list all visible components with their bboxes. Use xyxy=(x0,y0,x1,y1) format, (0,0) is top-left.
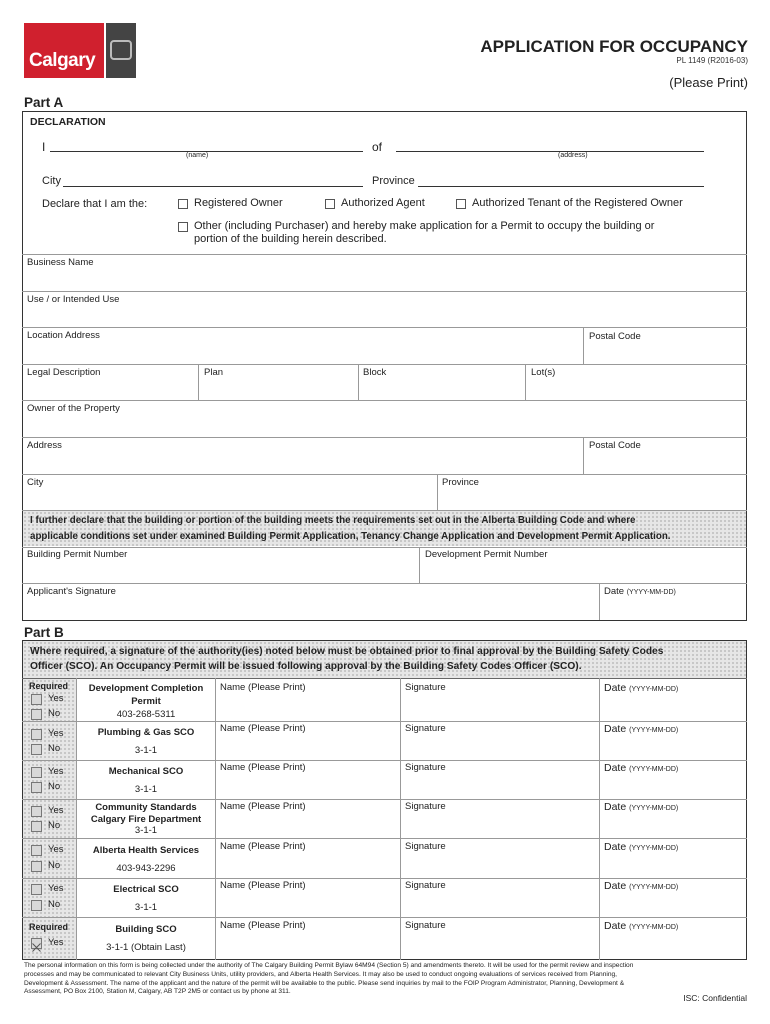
divider xyxy=(22,678,747,679)
yes-checkbox[interactable] xyxy=(31,845,42,856)
signature-field[interactable]: Signature xyxy=(405,880,446,891)
divider xyxy=(583,437,584,474)
name-field[interactable]: Name (Please Print) xyxy=(220,920,306,931)
privacy-notice xyxy=(24,962,724,997)
please-print: (Please Print) xyxy=(669,75,748,90)
divider xyxy=(22,474,747,475)
use-field[interactable]: Use / or Intended Use xyxy=(27,294,120,305)
signature-field[interactable]: Signature xyxy=(405,762,446,773)
yes-checkbox[interactable] xyxy=(31,884,42,895)
owner-province-field[interactable]: Province xyxy=(442,477,479,488)
registered-owner-label: Registered Owner xyxy=(194,197,283,209)
calgary-logo xyxy=(24,23,104,78)
date-field[interactable] xyxy=(604,880,678,892)
signature-field[interactable]: Signature xyxy=(405,801,446,812)
date-field[interactable] xyxy=(604,762,678,774)
of-label: of xyxy=(372,140,383,154)
applicant-date-field[interactable] xyxy=(604,586,676,597)
address-input[interactable] xyxy=(396,151,704,152)
yes-label: Yes xyxy=(48,937,64,948)
crest-icon xyxy=(110,40,132,60)
development-permit-field[interactable]: Development Permit Number xyxy=(425,549,548,560)
privacy-line3: Development & Assessment. The name of the applicant and the nature of the permit will be available to the public. Please send inquiries by mail to the FOIP Program Administrator, Planning, Development & xyxy=(24,979,625,987)
yes-label: Yes xyxy=(48,766,64,777)
authority-title: Community Standards xyxy=(95,802,197,813)
name-field[interactable]: Name (Please Print) xyxy=(220,762,306,773)
divider xyxy=(22,799,747,800)
name-caption: (name) xyxy=(186,152,209,159)
authority-title: Development Completion xyxy=(88,683,204,694)
date-format: (YYYY-MM-DD) xyxy=(629,805,679,812)
further-declaration-line1: I further declare that the building or portion of the building meets the requirements set out in the Alberta Building Code and where xyxy=(30,515,636,526)
authorized-agent-checkbox[interactable] xyxy=(325,199,335,209)
authority-phone: 3-1-1 xyxy=(134,784,158,795)
divider xyxy=(22,760,747,761)
required-label: Required xyxy=(29,922,69,932)
part-b-intro-line1: Where required, a signature of the authority(ies) noted below must be obtained prior to final approval by the Building Safety Codes xyxy=(30,646,664,657)
authority-phone: 3-1-1 xyxy=(134,825,158,836)
divider xyxy=(22,400,747,401)
yes-checkbox[interactable] xyxy=(31,729,42,740)
divider xyxy=(22,437,747,438)
no-checkbox[interactable] xyxy=(31,744,42,755)
date-field[interactable] xyxy=(604,920,678,932)
city-input[interactable] xyxy=(63,186,363,187)
authority-title: Plumbing & Gas SCO xyxy=(97,727,195,738)
signature-field[interactable]: Signature xyxy=(405,682,446,693)
i-label: I xyxy=(42,140,46,154)
further-declaration-line2: applicable conditions set under examined Building Permit Application, Tenancy Change Application and Development Permit Application. xyxy=(30,531,671,542)
name-field[interactable]: Name (Please Print) xyxy=(220,880,306,891)
signature-field[interactable]: Signature xyxy=(405,723,446,734)
yes-label: Yes xyxy=(48,844,64,855)
privacy-line4: Assessment, PO Box 2100, Station M, Calgary, AB T2P 2M5 or contact us by phone at 311. xyxy=(24,988,291,996)
authorized-tenant-label: Authorized Tenant of the Registered Owner xyxy=(472,197,683,209)
no-label: No xyxy=(48,708,61,719)
authority-title: Mechanical SCO xyxy=(108,766,184,777)
divider xyxy=(22,721,747,722)
signature-field[interactable]: Signature xyxy=(405,920,446,931)
date-label: Date xyxy=(604,841,627,853)
no-label: No xyxy=(48,820,61,831)
authority-phone: 403-268-5311 xyxy=(116,709,176,720)
no-checkbox[interactable] xyxy=(31,782,42,793)
name-field[interactable]: Name (Please Print) xyxy=(220,801,306,812)
divider xyxy=(437,474,438,510)
date-label: Date xyxy=(604,801,627,813)
authority-phone: 403-943-2296 xyxy=(116,863,176,874)
divider xyxy=(198,364,199,400)
registered-owner-checkbox[interactable] xyxy=(178,199,188,209)
no-checkbox[interactable] xyxy=(31,900,42,911)
applicant-signature-field[interactable]: Applicant's Signature xyxy=(27,586,116,597)
declaration-title: DECLARATION xyxy=(30,116,106,128)
legal-description-field[interactable]: Legal Description xyxy=(27,367,101,378)
divider xyxy=(22,254,747,255)
owner-address-field[interactable]: Address xyxy=(27,440,62,451)
no-label: No xyxy=(48,899,61,910)
yes-checkbox[interactable] xyxy=(31,806,42,817)
city-crest xyxy=(106,23,136,78)
divider xyxy=(419,547,420,583)
form-title: APPLICATION FOR OCCUPANCY xyxy=(480,37,748,56)
part-a-heading: Part A xyxy=(24,95,64,110)
part-b-heading: Part B xyxy=(24,625,64,640)
checked-x-icon xyxy=(32,943,41,952)
no-checkbox[interactable] xyxy=(31,709,42,720)
owner-postal-code-field[interactable]: Postal Code xyxy=(589,440,641,451)
authority-title: Alberta Health Services xyxy=(92,845,200,856)
date-format: (YYYY-MM-DD) xyxy=(629,924,679,931)
date-format: (YYYY-MM-DD) xyxy=(626,589,676,596)
building-permit-field[interactable]: Building Permit Number xyxy=(27,549,128,560)
no-label: No xyxy=(48,860,61,871)
divider xyxy=(22,583,747,584)
date-format: (YYYY-MM-DD) xyxy=(629,686,679,693)
postal-code-field[interactable]: Postal Code xyxy=(589,331,641,342)
required-label: Required xyxy=(29,681,69,691)
date-label: Date xyxy=(604,762,627,774)
part-b-intro-line2: Officer (SCO). An Occupancy Permit will be issued following approval by the Building Safety Codes Officer (SCO). xyxy=(30,661,582,672)
divider xyxy=(22,838,747,839)
date-field[interactable] xyxy=(604,723,678,735)
address-caption: (address) xyxy=(558,152,588,159)
province-input[interactable] xyxy=(418,186,704,187)
divider xyxy=(22,364,747,365)
yes-label: Yes xyxy=(48,693,64,704)
yes-label: Yes xyxy=(48,728,64,739)
date-field[interactable] xyxy=(604,682,678,694)
name-field[interactable]: Name (Please Print) xyxy=(220,841,306,852)
date-field[interactable] xyxy=(604,841,678,853)
location-address-field[interactable]: Location Address xyxy=(27,330,100,341)
lots-field[interactable]: Lot(s) xyxy=(531,367,556,378)
signature-field[interactable]: Signature xyxy=(405,841,446,852)
name-field[interactable]: Name (Please Print) xyxy=(220,682,306,693)
name-field[interactable]: Name (Please Print) xyxy=(220,723,306,734)
divider xyxy=(22,327,747,328)
owner-city-field[interactable]: City xyxy=(27,477,44,488)
divider xyxy=(22,917,747,918)
divider xyxy=(358,364,359,400)
date-label: Date xyxy=(604,682,627,694)
city-label: City xyxy=(42,175,61,187)
building-sco-yes-checkbox[interactable] xyxy=(31,938,42,949)
no-label: No xyxy=(48,781,61,792)
divider xyxy=(525,364,526,400)
logo-text: Calgary xyxy=(29,50,96,71)
authority-title: Building SCO xyxy=(115,924,177,935)
privacy-line2: processes and may be communicated to relevant City Business Units, utility providers, and Alberta Health Services. It may also be used to conduct ongoing evaluations of services received from Planning, xyxy=(24,970,618,978)
no-checkbox[interactable] xyxy=(31,821,42,832)
business-name-field[interactable]: Business Name xyxy=(27,257,94,268)
plan-field[interactable]: Plan xyxy=(204,367,224,378)
no-label: No xyxy=(48,743,61,754)
yes-checkbox[interactable] xyxy=(31,767,42,778)
date-format: (YYYY-MM-DD) xyxy=(629,727,679,734)
divider xyxy=(22,291,747,292)
authority-phone: 3-1-1 (Obtain Last) xyxy=(106,942,186,953)
no-checkbox[interactable] xyxy=(31,861,42,872)
province-label: Province xyxy=(372,175,415,187)
date-label: Date xyxy=(604,880,627,892)
yes-checkbox[interactable] xyxy=(31,694,42,705)
date-format: (YYYY-MM-DD) xyxy=(629,845,679,852)
date-label: Date xyxy=(604,723,627,735)
authorized-agent-label: Authorized Agent xyxy=(341,197,425,209)
authority-phone: 3-1-1 xyxy=(134,902,158,913)
date-format: (YYYY-MM-DD) xyxy=(629,766,679,773)
form-code: PL 1149 (R2016-03) xyxy=(676,56,748,65)
divider xyxy=(22,547,747,548)
other-checkbox[interactable] xyxy=(178,222,188,232)
date-label: Date xyxy=(604,586,625,597)
owner-field[interactable]: Owner of the Property xyxy=(27,403,120,414)
authority-subtitle: Calgary Fire Department xyxy=(90,814,202,825)
date-field[interactable] xyxy=(604,801,678,813)
authority-title: Electrical SCO xyxy=(113,884,179,895)
yes-label: Yes xyxy=(48,883,64,894)
isc-confidential: ISC: Confidential xyxy=(683,993,747,1003)
other-label-line1: Other (including Purchaser) and hereby make application for a Permit to occupy the building or xyxy=(194,220,655,232)
divider xyxy=(583,327,584,364)
other-label-line2: portion of the building herein described. xyxy=(194,233,387,245)
divider xyxy=(22,878,747,879)
date-label: Date xyxy=(604,920,627,932)
privacy-line1: The personal information on this form is being collected under the authority of The Calgary Building Permit Bylaw 64M94 (Section 5) and amendments thereto. It will be used for the permit review and inspection xyxy=(24,962,634,969)
divider xyxy=(599,583,600,620)
authority-phone: 3-1-1 xyxy=(134,745,158,756)
authorized-tenant-checkbox[interactable] xyxy=(456,199,466,209)
yes-label: Yes xyxy=(48,805,64,816)
date-format: (YYYY-MM-DD) xyxy=(629,884,679,891)
block-field[interactable]: Block xyxy=(363,367,387,378)
authority-subtitle: Permit xyxy=(131,696,161,707)
declare-label: Declare that I am the: xyxy=(42,198,148,210)
